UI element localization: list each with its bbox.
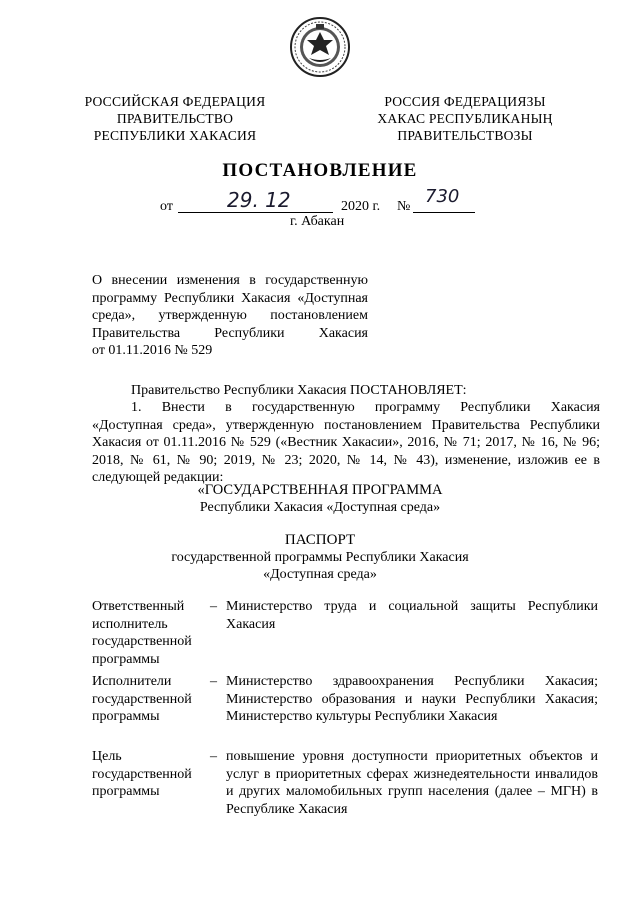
value-line: повышение уровня доступности приоритетных объектов и bbox=[226, 749, 598, 764]
item-1-line: «Доступная среда», утвержденную постановлением Правительства Республики bbox=[92, 417, 600, 433]
passport-heading-line: «Доступная среда» bbox=[263, 567, 377, 582]
header-right-line: РОССИЯ ФЕДЕРАЦИЯЗЫ bbox=[384, 94, 546, 109]
value-line: услуг в приоритетных сферах жизнедеятельности инвалидов bbox=[226, 766, 598, 782]
subject-line: О внесении изменения в государственную bbox=[92, 273, 368, 288]
passport-row-dash: – bbox=[210, 674, 217, 689]
label-line: программы bbox=[92, 709, 160, 725]
subject-block bbox=[92, 272, 368, 360]
number-handwritten: 730 bbox=[425, 186, 460, 207]
passport-row-label bbox=[92, 598, 202, 668]
document-title: ПОСТАНОВЛЕНИЕ bbox=[222, 160, 418, 181]
label-line: Цель bbox=[92, 749, 122, 764]
coat-of-arms-emblem bbox=[289, 16, 351, 78]
date-prefix: от bbox=[160, 199, 173, 214]
passport-row-label bbox=[92, 748, 202, 801]
subject-line: программу Республики Хакасия «Доступная bbox=[92, 290, 368, 306]
value-line: и других маломобильных групп населения (далее – МГН) в bbox=[226, 784, 598, 800]
item-1-line: следующей редакции: bbox=[92, 470, 224, 485]
passport-row-dash: – bbox=[210, 749, 217, 764]
header-left-line: РЕСПУБЛИКИ ХАКАСИЯ bbox=[93, 128, 257, 143]
item-1-paragraph bbox=[92, 399, 600, 487]
label-line: Ответственный bbox=[92, 599, 185, 614]
passport-row-value bbox=[226, 598, 598, 633]
label-line: программы bbox=[92, 784, 160, 800]
passport-row-value bbox=[226, 748, 598, 818]
header-right-line: ХАКАС РЕСПУБЛИКАНЫҢ bbox=[377, 111, 553, 126]
value-line: Министерство образования и науки Республики Хакасия; bbox=[226, 691, 598, 707]
passport-heading-line: государственной программы Республики Хакасия bbox=[171, 550, 469, 565]
program-heading bbox=[0, 482, 640, 516]
date-handwritten: 29. 12 bbox=[227, 188, 291, 212]
value-line: Министерство культуры Республики Хакасия bbox=[226, 709, 498, 725]
header-right bbox=[360, 93, 570, 144]
label-line: государственной bbox=[92, 691, 192, 707]
label-line: государственной bbox=[92, 766, 192, 782]
passport-heading bbox=[0, 532, 640, 583]
subject-line: Правительства Республики Хакасия bbox=[92, 325, 368, 341]
label-line: государственной bbox=[92, 634, 192, 650]
number-sign: № bbox=[397, 199, 411, 214]
header-right-line: ПРАВИТЕЛЬСТВОЗЫ bbox=[397, 128, 533, 143]
value-line: Министерство труда и социальной защиты Республики bbox=[226, 599, 598, 614]
label-line: исполнитель bbox=[92, 616, 168, 632]
header-left bbox=[80, 93, 270, 144]
value-line: Хакасия bbox=[226, 616, 276, 632]
city: г. Абакан bbox=[290, 214, 345, 229]
subject-line: от 01.11.2016 № 529 bbox=[92, 343, 213, 359]
program-heading-line: Республики Хакасия «Доступная среда» bbox=[199, 500, 441, 515]
label-line: Исполнители bbox=[92, 674, 172, 689]
item-1-line: 2018, № 61, № 90; 2019, № 23; 2020, № 14, № 43), изменение, изложив ее в bbox=[92, 452, 600, 468]
item-1-line: Хакасия от 01.11.2016 № 529 («Вестник Хакасии», 2016, № 71; 2017, № 16, № 96; bbox=[92, 435, 600, 450]
header-left-line: ПРАВИТЕЛЬСТВО bbox=[116, 111, 234, 126]
header-left-line: РОССИЙСКАЯ ФЕДЕРАЦИЯ bbox=[84, 94, 266, 109]
subject-line: среда», утвержденную постановлением bbox=[92, 308, 368, 324]
label-line: программы bbox=[92, 651, 160, 667]
program-heading-line: «ГОСУДАРСТВЕННАЯ ПРОГРАММА bbox=[197, 482, 443, 498]
passport-row-value bbox=[226, 673, 598, 726]
number-underline bbox=[413, 212, 475, 213]
value-line: Министерство здравоохранения Республики Хакасия; bbox=[226, 674, 598, 689]
value-line: Республике Хакасия bbox=[226, 801, 348, 817]
passport-row-dash: – bbox=[210, 599, 217, 614]
passport-row-label bbox=[92, 673, 202, 726]
date-year: 2020 г. bbox=[341, 199, 381, 214]
decree-intro: Правительство Республики Хакасия ПОСТАНОВЛЯЕТ: bbox=[131, 383, 467, 398]
passport-heading-line: ПАСПОРТ bbox=[284, 532, 356, 548]
item-1-line: 1. Внести в государственную программу Республики Хакасия bbox=[131, 400, 600, 415]
